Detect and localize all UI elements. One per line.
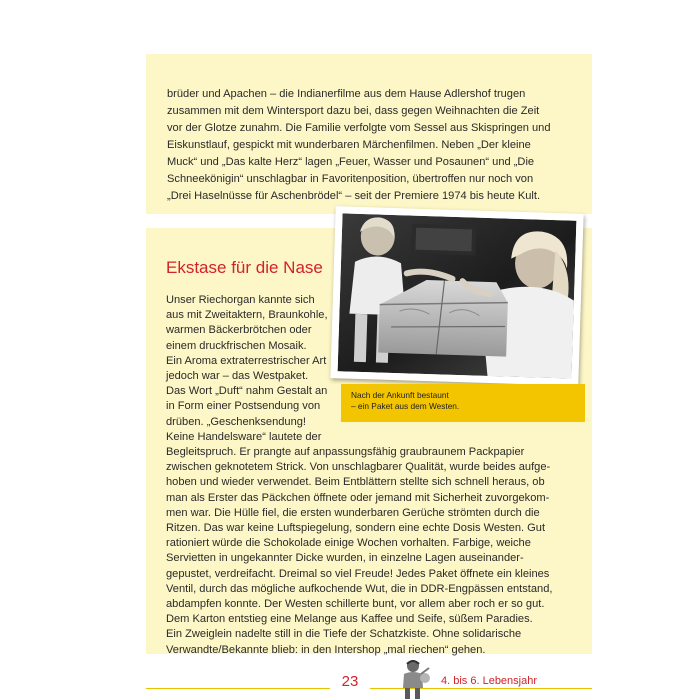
child-figure-icon bbox=[399, 658, 433, 700]
text-line: Ritzen. Das war keine Luftspiegelung, sondern eine echte Dosis Westen. Gut bbox=[166, 522, 546, 535]
text-line: man als Erster das Päckchen öffnete oder jemand mit Sicherheit zuvorgekom- bbox=[166, 491, 550, 504]
text-line: men war. Die Hülle fiel, die ersten wunderbaren Gerüche strömten durch die bbox=[166, 506, 540, 519]
text-line: einem druckfrischen Mosaik. bbox=[166, 339, 307, 352]
text-line: aus mit Zweitaktern, Braunkohle, bbox=[166, 309, 328, 322]
photo-frame bbox=[330, 206, 583, 386]
text-line: Unser Riechorgan kannte sich bbox=[166, 294, 315, 306]
text-line: Dem Karton entstieg eine Melange aus Kaffee und Seife, süßem Paradies. bbox=[166, 613, 533, 626]
text-line: Eiskunstlauf, gespickt mit wunderbaren Märchenfilmen. Neben „Der kleine bbox=[167, 139, 531, 151]
text-line: Begleitspruch. Er prangte auf anpassungsfähig graubraunem Packpapier bbox=[166, 446, 525, 459]
section-heading: Ekstase für die Nase bbox=[166, 258, 323, 277]
photo-caption-box bbox=[341, 384, 585, 422]
page-number-box bbox=[330, 672, 370, 700]
text-line: jedoch war – das Westpaket. bbox=[166, 370, 309, 383]
text-line: Das Wort „Duft“ nahm Gestalt an bbox=[166, 385, 328, 398]
text-line: Verwandte/Bekannte blieb: in den Intershop „mal riechen“ gehen. bbox=[166, 643, 486, 656]
text-line: „Drei Haselnüsse für Aschenbrödel“ – seit der Premiere 1974 bis heute Kult. bbox=[167, 190, 541, 202]
text-line: brüder und Apachen – die Indianerfilme aus dem Hause Adlershof trugen bbox=[167, 88, 526, 100]
caption-line: Nach der Ankunft bestaunt bbox=[351, 390, 449, 400]
caption-line: – ein Paket aus dem Westen. bbox=[351, 401, 460, 411]
text-line: zwischen geknotetem Strick. Von unschlagbarer Qualität, wurde beides aufge- bbox=[166, 461, 551, 474]
text-line: rationiert würde die Schokolade einige Wochen vorhalten. Farbige, weiche bbox=[166, 537, 531, 550]
text-line: zusammen mit dem Wintersport dazu bei, dass gegen Weihnachten die Zeit bbox=[167, 105, 540, 117]
page-number: 23 bbox=[341, 673, 359, 690]
text-line: Ein Aroma extraterrestrischer Art bbox=[166, 354, 327, 367]
chapter-label: 4. bis 6. Lebensjahr bbox=[441, 675, 538, 687]
photo-caption bbox=[351, 390, 581, 412]
text-line: abdampfen konnte. Der Westen schillerte bunt, vor allem aber roch er so gut. bbox=[166, 598, 545, 611]
text-line: Schneekönigin“ unschlagbar in Favoritenposition, übertroffen nur noch von bbox=[167, 173, 534, 185]
top-paragraph bbox=[167, 86, 567, 205]
text-line: drüben. „Geschenksendung! bbox=[166, 415, 306, 428]
text-line: vor der Glotze zunahm. Die Familie verfolgte vom Sessel aus Skispringen und bbox=[167, 122, 551, 134]
text-line: Ein Zweiglein nadelte still in die Tiefe der Schatzkiste. Ohne solidarische bbox=[166, 628, 522, 641]
text-line: Keine Handelsware“ lautete der bbox=[166, 430, 322, 443]
family-photo bbox=[338, 213, 577, 378]
text-line: warmen Bäckerbrötchen oder bbox=[166, 324, 312, 337]
text-line: Ventil, durch das mögliche aufkochende Wut, die in DDR-Engpässen entstand, bbox=[166, 582, 553, 595]
text-line: in Form einer Postsendung von bbox=[166, 400, 321, 413]
text-line: gepustet, verdreifacht. Dreimal so viel Freude! Jedes Paket öffnete ein kleines bbox=[166, 567, 550, 580]
text-line: Muck“ und „Das kalte Herz“ lagen „Feuer, Wasser und Posaunen“ und „Die bbox=[167, 156, 535, 168]
text-line: Servietten in ungekannter Dicke wurden, in einzelne Lagen auseinander- bbox=[166, 552, 524, 565]
text-line: hoben und wieder verwendet. Beim Entblättern stellte sich schnell heraus, ob bbox=[166, 476, 545, 489]
